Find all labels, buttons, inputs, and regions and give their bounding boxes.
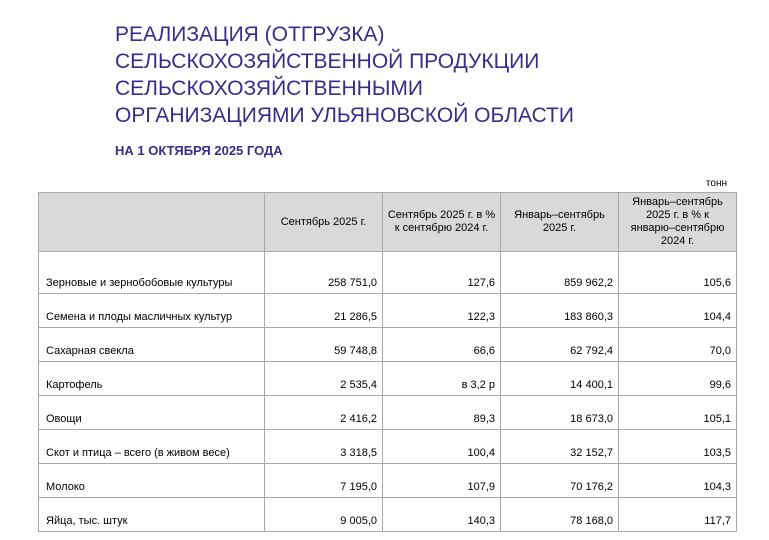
cell-value: 2 535,4 [265,362,383,396]
row-label: Зерновые и зернобобовые культуры [39,252,265,294]
row-label: Яйца, тыс. штук [39,498,265,532]
table-row [39,362,737,396]
data-table [38,192,737,532]
cell-value: 122,3 [383,294,501,328]
cell-value: 105,1 [619,396,737,430]
cell-value: 127,6 [383,252,501,294]
header-cell-jan-sep-2025: Январь–сентябрь 2025 г. [501,193,619,252]
cell-value: 18 673,0 [501,396,619,430]
table-row [39,294,737,328]
cell-value: 14 400,1 [501,362,619,396]
cell-value: 105,6 [619,252,737,294]
cell-value: 21 286,5 [265,294,383,328]
row-label: Семена и плоды масличных культур [39,294,265,328]
document-title [115,21,574,129]
cell-value: 859 962,2 [501,252,619,294]
title-line: СЕЛЬСКОХОЗЯЙСТВЕННЫМИ [115,77,423,100]
unit-label: тонн [705,178,727,189]
cell-value: 103,5 [619,430,737,464]
cell-value: 89,3 [383,396,501,430]
cell-value: 183 860,3 [501,294,619,328]
table-row [39,498,737,532]
cell-value: в 3,2 р [383,362,501,396]
cell-value: 140,3 [383,498,501,532]
row-label: Скот и птица – всего (в живом весе) [39,430,265,464]
document-subtitle: НА 1 ОКТЯБРЯ 2025 ГОДА [115,143,283,158]
cell-value: 66,6 [383,328,501,362]
row-label: Молоко [39,464,265,498]
cell-value: 32 152,7 [501,430,619,464]
table-row [39,252,737,294]
cell-value: 78 168,0 [501,498,619,532]
cell-value: 59 748,8 [265,328,383,362]
header-cell-jan-sep-pct: Январь–сентябрь 2025 г. в % к январю–сентябрю 2024 г. [619,193,737,252]
title-line: ОРГАНИЗАЦИЯМИ УЛЬЯНОВСКОЙ ОБЛАСТИ [115,104,574,127]
cell-value: 117,7 [619,498,737,532]
title-line: СЕЛЬСКОХОЗЯЙСТВЕННОЙ ПРОДУКЦИИ [115,50,540,73]
cell-value: 104,3 [619,464,737,498]
cell-value: 7 195,0 [265,464,383,498]
cell-value: 258 751,0 [265,252,383,294]
cell-value: 107,9 [383,464,501,498]
cell-value: 70,0 [619,328,737,362]
cell-value: 100,4 [383,430,501,464]
header-cell-sep-pct: Сентябрь 2025 г. в % к сентябрю 2024 г. [383,193,501,252]
table-header-row [39,193,737,252]
row-label: Сахарная свекла [39,328,265,362]
table-row [39,396,737,430]
cell-value: 2 416,2 [265,396,383,430]
header-cell-sep-2025: Сентябрь 2025 г. [265,193,383,252]
row-label: Овощи [39,396,265,430]
table-row [39,430,737,464]
table-row [39,328,737,362]
cell-value: 62 792,4 [501,328,619,362]
table-row [39,464,737,498]
cell-value: 3 318,5 [265,430,383,464]
title-line: РЕАЛИЗАЦИЯ (ОТГРУЗКА) [115,23,385,46]
row-label: Картофель [39,362,265,396]
header-cell-label [39,193,265,252]
cell-value: 99,6 [619,362,737,396]
cell-value: 9 005,0 [265,498,383,532]
cell-value: 70 176,2 [501,464,619,498]
cell-value: 104,4 [619,294,737,328]
